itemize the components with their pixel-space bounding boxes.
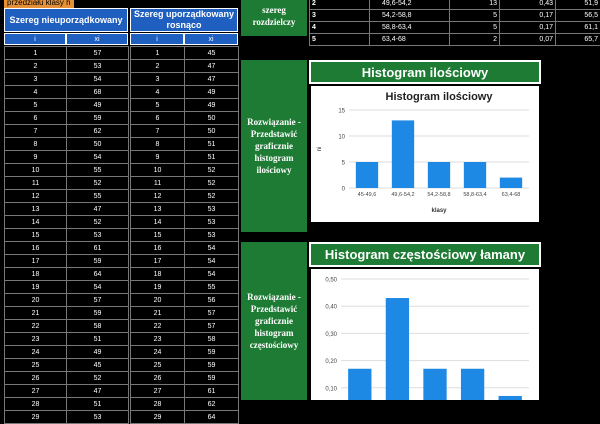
- x-tick-label: 58,8-63,4: [463, 192, 486, 198]
- table-cell: 23: [131, 333, 185, 346]
- table-cell: 7: [131, 125, 185, 138]
- table-cell: 2: [5, 60, 67, 73]
- frequency-cell: 5: [450, 10, 500, 22]
- table-cell: 3: [131, 73, 185, 86]
- histogram-frequency-svg: [311, 269, 539, 400]
- table-cell: 53: [67, 229, 129, 242]
- table-cell: 12: [5, 190, 67, 203]
- bar: [500, 178, 522, 188]
- table-cell: 2: [131, 60, 185, 73]
- table-cell: 52: [185, 177, 239, 190]
- table-row: [5, 346, 239, 359]
- bar: [461, 369, 484, 400]
- table-cell: 22: [131, 320, 185, 333]
- table-row: [5, 86, 239, 99]
- table-cell: 11: [5, 177, 67, 190]
- table-cell: 45: [67, 359, 129, 372]
- table-row: [5, 294, 239, 307]
- table-row: [5, 333, 239, 346]
- table-cell: 20: [5, 294, 67, 307]
- table-cell: 54: [185, 255, 239, 268]
- table-row: [5, 125, 239, 138]
- table-cell: 55: [185, 281, 239, 294]
- section2-label: Rozwiązanie - Przedstawić graficznie histogram częstościowy: [241, 242, 307, 400]
- table-cell: 68: [67, 86, 129, 99]
- table-cell: 20: [131, 294, 185, 307]
- table-row: [5, 73, 239, 86]
- table-cell: 58: [67, 320, 129, 333]
- table-cell: 57: [185, 320, 239, 333]
- frequency-table: [309, 0, 600, 46]
- y-tick-label: 5: [342, 161, 346, 167]
- table-cell: 59: [67, 255, 129, 268]
- bar: [356, 162, 378, 188]
- table-cell: 55: [67, 190, 129, 203]
- table-cell: 7: [5, 125, 67, 138]
- table-cell: 26: [131, 372, 185, 385]
- header-i-unordered: i: [4, 33, 66, 45]
- table-cell: 64: [67, 268, 129, 281]
- frequency-cell: 0,07: [500, 34, 556, 46]
- table-row: [5, 216, 239, 229]
- section1-label: Rozwiązanie - Przedstawić graficznie histogram ilościowy: [241, 60, 307, 232]
- table-cell: 10: [5, 164, 67, 177]
- table-cell: 62: [185, 398, 239, 411]
- table-cell: 25: [5, 359, 67, 372]
- table-cell: 5: [131, 99, 185, 112]
- bar: [428, 162, 450, 188]
- table-cell: 54: [67, 151, 129, 164]
- table-cell: 15: [131, 229, 185, 242]
- table-cell: 21: [5, 307, 67, 320]
- table-row: [5, 60, 239, 73]
- x-tick-label: 54,2-58,8: [427, 192, 450, 198]
- table-cell: 51: [67, 398, 129, 411]
- frequency-cell: 5: [450, 22, 500, 34]
- table-cell: 53: [185, 229, 239, 242]
- frequency-row: [310, 34, 600, 46]
- y-tick-label: 0,30: [325, 332, 337, 338]
- table-cell: 45: [185, 47, 239, 60]
- table-cell: 1: [5, 47, 67, 60]
- table-cell: 29: [5, 411, 67, 424]
- bar: [392, 120, 414, 188]
- table-row: [5, 320, 239, 333]
- table-cell: 24: [5, 346, 67, 359]
- table-cell: 24: [131, 346, 185, 359]
- table-row: [5, 411, 239, 424]
- chart-title: Histogram ilościowy: [386, 91, 494, 103]
- table-row: [5, 255, 239, 268]
- frequency-cell: 5: [310, 34, 370, 46]
- table-cell: 54: [67, 73, 129, 86]
- table-row: [5, 398, 239, 411]
- table-cell: 29: [131, 411, 185, 424]
- table-cell: 19: [131, 281, 185, 294]
- table-row: [5, 151, 239, 164]
- bar: [423, 369, 446, 400]
- table-row: [5, 307, 239, 320]
- table-cell: 61: [67, 242, 129, 255]
- x-tick-label: 63,4-68: [502, 192, 521, 198]
- table-cell: 6: [5, 112, 67, 125]
- table-cell: 16: [5, 242, 67, 255]
- table-row: [5, 138, 239, 151]
- bar: [499, 396, 522, 400]
- table-cell: 6: [131, 112, 185, 125]
- frequency-cell: 0,17: [500, 10, 556, 22]
- frequency-series-label: szereg rozdzielczy: [241, 0, 307, 36]
- table-cell: 26: [5, 372, 67, 385]
- frequency-cell: 58,8-63,4: [370, 22, 450, 34]
- table-cell: 51: [185, 138, 239, 151]
- table-row: [5, 112, 239, 125]
- table-cell: 47: [185, 60, 239, 73]
- table-cell: 59: [185, 372, 239, 385]
- table-cell: 3: [5, 73, 67, 86]
- header-xi-unordered: xi: [66, 33, 128, 45]
- table-row: [5, 385, 239, 398]
- table-cell: 19: [5, 281, 67, 294]
- bar: [386, 298, 409, 400]
- frequency-cell: 2: [310, 0, 370, 10]
- table-cell: 16: [131, 242, 185, 255]
- table-cell: 58: [185, 333, 239, 346]
- x-tick-label: 45-49,6: [358, 192, 377, 198]
- table-cell: 59: [185, 359, 239, 372]
- table-cell: 14: [131, 216, 185, 229]
- table-cell: 8: [131, 138, 185, 151]
- table-cell: 10: [131, 164, 185, 177]
- frequency-cell: 4: [310, 22, 370, 34]
- table-cell: 28: [131, 398, 185, 411]
- table-cell: 57: [185, 307, 239, 320]
- table-cell: 54: [67, 281, 129, 294]
- table-cell: 17: [131, 255, 185, 268]
- frequency-cell: 49,6-54,2: [370, 0, 450, 10]
- y-tick-label: 0,40: [325, 305, 337, 311]
- frequency-cell: 65,7: [556, 34, 600, 46]
- table-cell: 51: [185, 151, 239, 164]
- table-cell: 55: [67, 164, 129, 177]
- frequency-cell: 63,4-68: [370, 34, 450, 46]
- table-cell: 53: [67, 411, 129, 424]
- table-cell: 4: [5, 86, 67, 99]
- histogram-quantity-chart: [311, 86, 539, 222]
- table-cell: 47: [185, 73, 239, 86]
- frequency-cell: 13: [450, 0, 500, 10]
- frequency-cell: 61,1: [556, 22, 600, 34]
- table-cell: 52: [67, 372, 129, 385]
- x-tick-label: 49,6-54,2: [391, 192, 414, 198]
- table-cell: 12: [131, 190, 185, 203]
- header-xi-ordered: xi: [184, 33, 238, 45]
- table-cell: 49: [67, 346, 129, 359]
- table-row: [5, 164, 239, 177]
- y-axis-label: ni: [317, 147, 323, 152]
- table-cell: 53: [67, 60, 129, 73]
- table-cell: 8: [5, 138, 67, 151]
- table-cell: 54: [185, 268, 239, 281]
- table-cell: 1: [131, 47, 185, 60]
- table-cell: 9: [131, 151, 185, 164]
- table-row: [5, 99, 239, 112]
- table-cell: 50: [67, 138, 129, 151]
- table-cell: 22: [5, 320, 67, 333]
- table-cell: 61: [185, 385, 239, 398]
- table-cell: 62: [67, 125, 129, 138]
- frequency-cell: 54,2-58,8: [370, 10, 450, 22]
- table-cell: 23: [5, 333, 67, 346]
- histogram-quantity-svg: [311, 86, 539, 222]
- table-cell: 4: [131, 86, 185, 99]
- section2-title: Histogram częstościowy łamany: [309, 242, 541, 267]
- ordered-series-header: Szereg uporządkowany rosnąco: [130, 8, 238, 32]
- x-axis-label: klasy: [431, 208, 447, 214]
- y-tick-label: 0: [342, 187, 346, 193]
- table-cell: 13: [5, 203, 67, 216]
- table-row: [5, 268, 239, 281]
- table-cell: 54: [185, 242, 239, 255]
- table-cell: 15: [5, 229, 67, 242]
- table-cell: 56: [185, 294, 239, 307]
- table-cell: 18: [5, 268, 67, 281]
- table-cell: 51: [67, 333, 129, 346]
- table-row: [5, 177, 239, 190]
- y-tick-label: 10: [338, 135, 345, 141]
- table-cell: 59: [67, 307, 129, 320]
- unordered-series-header: Szereg nieuporządkowany: [4, 8, 128, 32]
- table-cell: 52: [67, 216, 129, 229]
- table-cell: 47: [67, 385, 129, 398]
- table-cell: 49: [67, 99, 129, 112]
- table-row: [5, 229, 239, 242]
- table-cell: 5: [5, 99, 67, 112]
- table-cell: 27: [5, 385, 67, 398]
- table-cell: 27: [131, 385, 185, 398]
- table-cell: 25: [131, 359, 185, 372]
- frequency-row: [310, 10, 600, 22]
- bar: [464, 162, 486, 188]
- table-cell: 49: [185, 86, 239, 99]
- table-cell: 21: [131, 307, 185, 320]
- y-tick-label: 0,20: [325, 359, 337, 365]
- frequency-cell: 2: [450, 34, 500, 46]
- bar: [348, 369, 371, 400]
- table-row: [5, 242, 239, 255]
- frequency-row: [310, 0, 600, 10]
- table-cell: 52: [67, 177, 129, 190]
- frequency-cell: 0,17: [500, 22, 556, 34]
- table-cell: 28: [5, 398, 67, 411]
- table-cell: 57: [67, 47, 129, 60]
- histogram-frequency-chart: [311, 269, 539, 400]
- table-row: [5, 281, 239, 294]
- table-cell: 52: [185, 190, 239, 203]
- table-cell: 59: [185, 346, 239, 359]
- table-cell: 49: [185, 99, 239, 112]
- class-width-label: przedziału klasy h: [4, 0, 74, 8]
- table-cell: 17: [5, 255, 67, 268]
- table-cell: 11: [131, 177, 185, 190]
- table-cell: 50: [185, 125, 239, 138]
- y-tick-label: 15: [338, 109, 345, 115]
- frequency-cell: 0,43: [500, 0, 556, 10]
- table-cell: 53: [185, 216, 239, 229]
- table-cell: 47: [67, 203, 129, 216]
- table-cell: 50: [185, 112, 239, 125]
- table-row: [5, 47, 239, 60]
- y-tick-label: 0,50: [325, 278, 337, 284]
- table-row: [5, 203, 239, 216]
- table-row: [5, 372, 239, 385]
- frequency-cell: 3: [310, 10, 370, 22]
- section1-title: Histogram ilościowy: [309, 60, 541, 84]
- header-i-ordered: i: [130, 33, 184, 45]
- frequency-row: [310, 22, 600, 34]
- table-cell: 53: [185, 203, 239, 216]
- table-cell: 59: [67, 112, 129, 125]
- y-tick-label: 0,10: [325, 386, 337, 392]
- table-cell: 18: [131, 268, 185, 281]
- table-cell: 64: [185, 411, 239, 424]
- series-table: [4, 46, 239, 424]
- table-cell: 57: [67, 294, 129, 307]
- table-cell: 9: [5, 151, 67, 164]
- table-cell: 52: [185, 164, 239, 177]
- table-cell: 13: [131, 203, 185, 216]
- table-cell: 14: [5, 216, 67, 229]
- table-row: [5, 359, 239, 372]
- frequency-cell: 51,9: [556, 0, 600, 10]
- frequency-cell: 56,5: [556, 10, 600, 22]
- table-row: [5, 190, 239, 203]
